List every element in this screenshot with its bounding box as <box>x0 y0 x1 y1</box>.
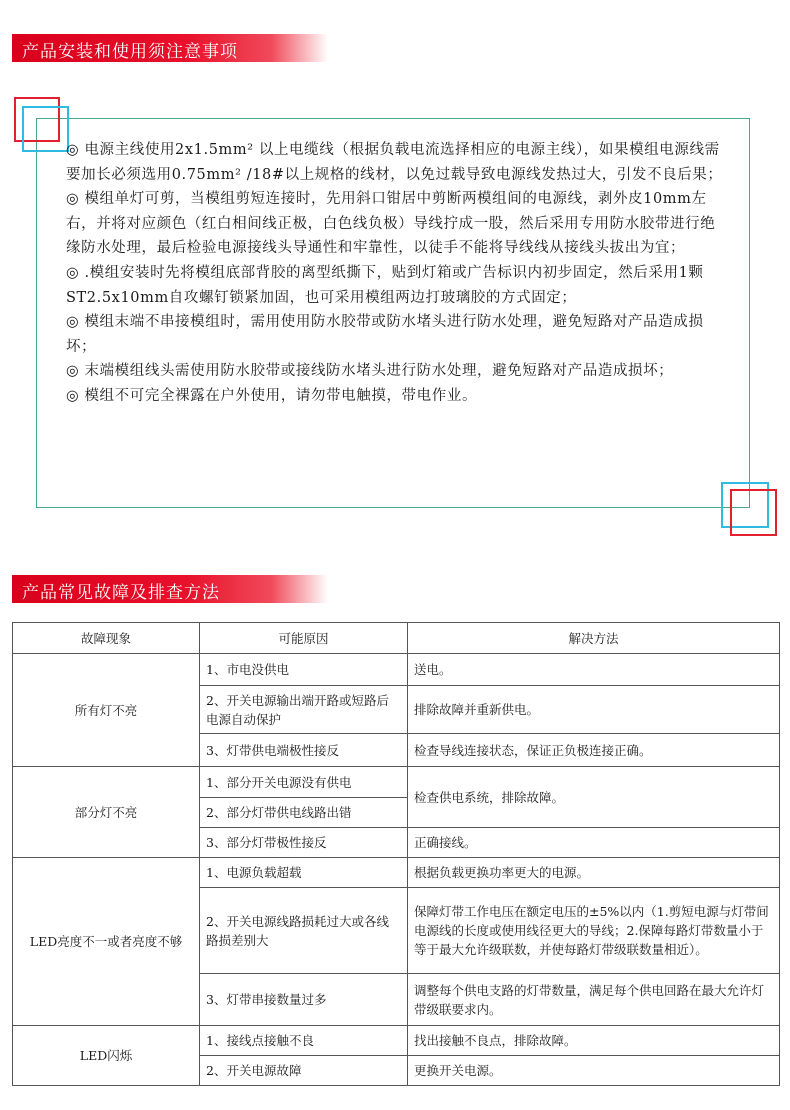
column-header-cause: 可能原因 <box>200 623 408 654</box>
column-header-symptom: 故障现象 <box>13 623 200 654</box>
solution-cell: 送电。 <box>408 654 780 686</box>
note-paragraph: ◎ 模组不可完全裸露在户外使用，请勿带电触摸，带电作业。 <box>66 387 478 404</box>
cause-cell: 3、灯带串接数量过多 <box>200 974 408 1026</box>
table-row <box>13 1026 780 1056</box>
solution-cell: 检查导线连接状态，保证正负极连接正确。 <box>408 734 780 767</box>
cause-cell: 2、开关电源故障 <box>200 1056 408 1086</box>
note-paragraph: ◎ 电源主线使用2x1.5mm² 以上电缆线（根据负载电流选择相应的电源主线），如果模组电源线需要加长必须选用0.75mm² /18#以上规格的线材，以免过载导致电源线发热过大，引发不良后果； <box>66 142 723 183</box>
solution-cell: 检查供电系统，排除故障。 <box>408 767 780 828</box>
cause-cell: 1、接线点接触不良 <box>200 1026 408 1056</box>
section-header-troubleshooting <box>12 575 328 603</box>
symptom-cell: LED闪烁 <box>13 1026 200 1086</box>
solution-cell: 调整每个供电支路的灯带数量，满足每个供电回路在最大允许灯带级联要求内。 <box>408 974 780 1026</box>
installation-notes <box>66 138 726 409</box>
solution-cell: 保障灯带工作电压在额定电压的±5%以内（1.剪短电源与灯带间电源线的长度或使用线径更大的导线；2.保障每路灯带数量小于等于最大允许级联数，并使每路灯带级联数量相近）。 <box>408 888 780 974</box>
note-paragraph: ◎ 末端模组线头需使用防水胶带或接线防水堵头进行防水处理，避免短路对产品造成损坏； <box>66 363 674 380</box>
cause-cell: 1、部分开关电源没有供电 <box>200 767 408 798</box>
solution-cell: 更换开关电源。 <box>408 1056 780 1086</box>
table-row <box>13 767 780 798</box>
table-row <box>13 654 780 686</box>
section-header-installation <box>12 34 328 62</box>
section-title: 产品安装和使用须注意事项 <box>22 42 238 62</box>
cause-cell: 3、部分灯带极性接反 <box>200 828 408 858</box>
solution-cell: 正确接线。 <box>408 828 780 858</box>
cause-cell: 2、部分灯带供电线路出错 <box>200 798 408 828</box>
table-row <box>13 858 780 888</box>
solution-cell: 排除故障并重新供电。 <box>408 686 780 734</box>
column-header-solution: 解决方法 <box>408 623 780 654</box>
note-paragraph: ◎ 模组末端不串接模组时，需用使用防水胶带或防水堵头进行防水处理，避免短路对产品造成损坏； <box>66 314 704 355</box>
note-paragraph: ◎ 模组单灯可剪，当模组剪短连接时，先用斜口钳居中剪断两模组间的电源线，剥外皮10mm左右，并将对应颜色（红白相间线正极，白色线负极）导线拧成一股，然后采用专用防水胶带进行绝缘防水处理，最后检验电源接线头导通性和牢靠性，以徒手不能将导线线从接线头拔出为宜； <box>66 191 716 257</box>
corner-decoration-red-bottom <box>730 489 777 536</box>
cause-cell: 1、电源负载超载 <box>200 858 408 888</box>
note-paragraph: ◎ .模组安装时先将模组底部背胶的离型纸撕下，贴到灯箱或广告标识内初步固定，然后采用1颗ST2.5x10mm自攻螺钉锁紧加固，也可采用模组两边打玻璃胶的方式固定； <box>66 264 704 306</box>
table-header-row <box>13 623 780 654</box>
cause-cell: 2、开关电源输出端开路或短路后电源自动保护 <box>200 686 408 734</box>
solution-cell: 找出接触不良点，排除故障。 <box>408 1026 780 1056</box>
cause-cell: 1、市电没供电 <box>200 654 408 686</box>
symptom-cell: 部分灯不亮 <box>13 767 200 858</box>
troubleshooting-table <box>12 622 780 1086</box>
section-title: 产品常见故障及排查方法 <box>22 583 220 603</box>
solution-cell: 根据负载更换功率更大的电源。 <box>408 858 780 888</box>
symptom-cell: LED亮度不一或者亮度不够 <box>13 858 200 1026</box>
cause-cell: 2、开关电源线路损耗过大或各线路损差别大 <box>200 888 408 974</box>
symptom-cell: 所有灯不亮 <box>13 654 200 767</box>
cause-cell: 3、灯带供电端极性接反 <box>200 734 408 767</box>
corner-decoration-cyan-top <box>22 106 69 152</box>
